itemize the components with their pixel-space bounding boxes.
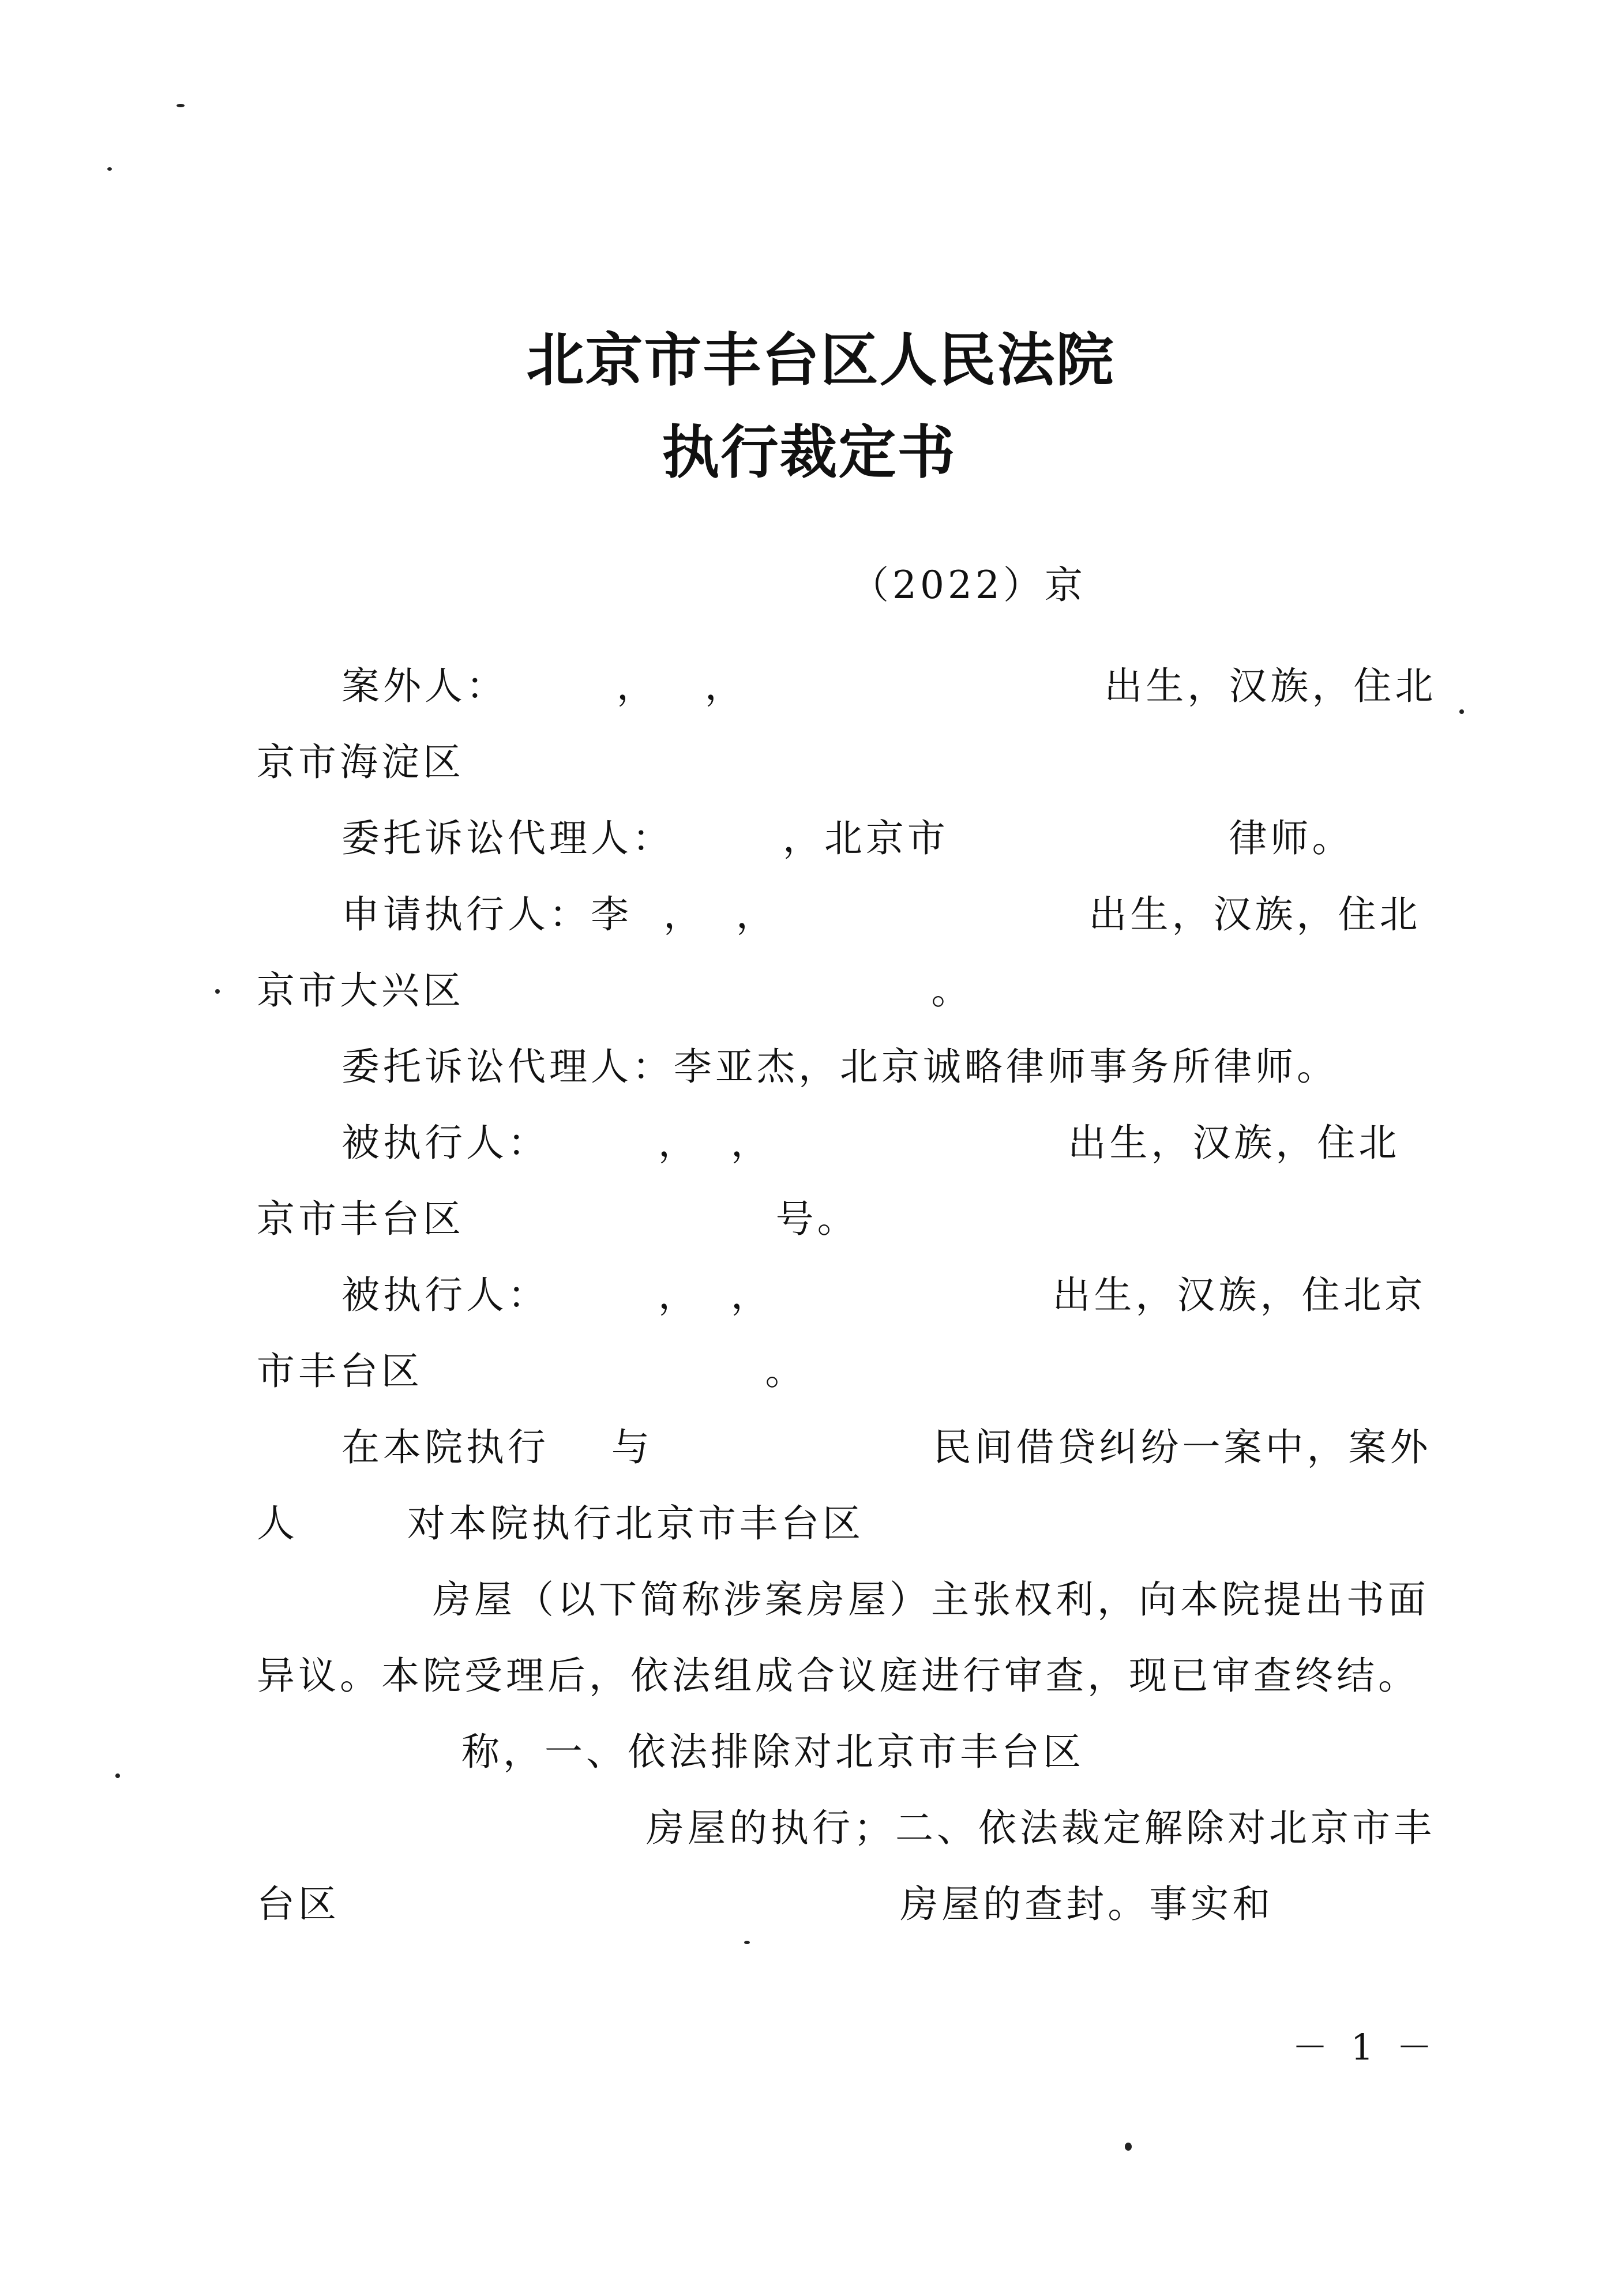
scan-speck [744,1941,750,1944]
case-number: （2022）京 [851,563,1086,607]
body-line: 称，一、依法排除对北京市丰台区 [461,1730,1084,1774]
document-type: 执行裁定书 [662,419,956,486]
body-line: 京市海淀区 [257,740,464,784]
body-line: 案外人： ， ， 出生，汉族，住北 [341,664,1437,708]
scan-speck [107,167,112,171]
body-line: 京市大兴区 。 [257,968,973,1013]
body-line: 房屋的执行；二、依法裁定解除对北京市丰 [646,1806,1435,1850]
body-line: 委托诉讼代理人：李亚杰，北京诚略律师事务所律师。 [341,1044,1338,1089]
body-line: 房屋（以下简称涉案房屋）主张权利，向本院提出书面 [433,1577,1429,1622]
body-line: 台区 房屋的查封。事实和 [257,1882,1274,1926]
body-line: 人 对本院执行北京市丰台区 [257,1501,864,1546]
body-line: 京市丰台区 号。 [257,1197,859,1241]
scan-speck [177,104,185,107]
scan-speck [215,989,220,994]
body-line: 市丰台区 。 [257,1349,807,1393]
scan-speck [1125,2143,1132,2151]
body-line: 被执行人： ， ， 出生，汉族，住北京 [341,1273,1426,1317]
scan-speck [1459,709,1464,714]
court-name: 北京市丰台区人民法院 [526,326,1115,394]
body-line: 在本院执行 与 民间借贷纠纷一案中，案外 [341,1425,1432,1470]
body-line: 申请执行人：李 ， ， 出生，汉族，住北 [341,892,1421,937]
scan-speck [115,1773,120,1778]
body-line: 委托诉讼代理人： ，北京市 律师。 [341,816,1354,860]
body-line: 被执行人： ， ， 出生，汉族，住北 [341,1121,1401,1165]
body-line: 异议。本院受理后，依法组成合议庭进行审查，现已审查终结。 [257,1654,1420,1698]
page-number: － 1 － [1292,2026,1438,2068]
